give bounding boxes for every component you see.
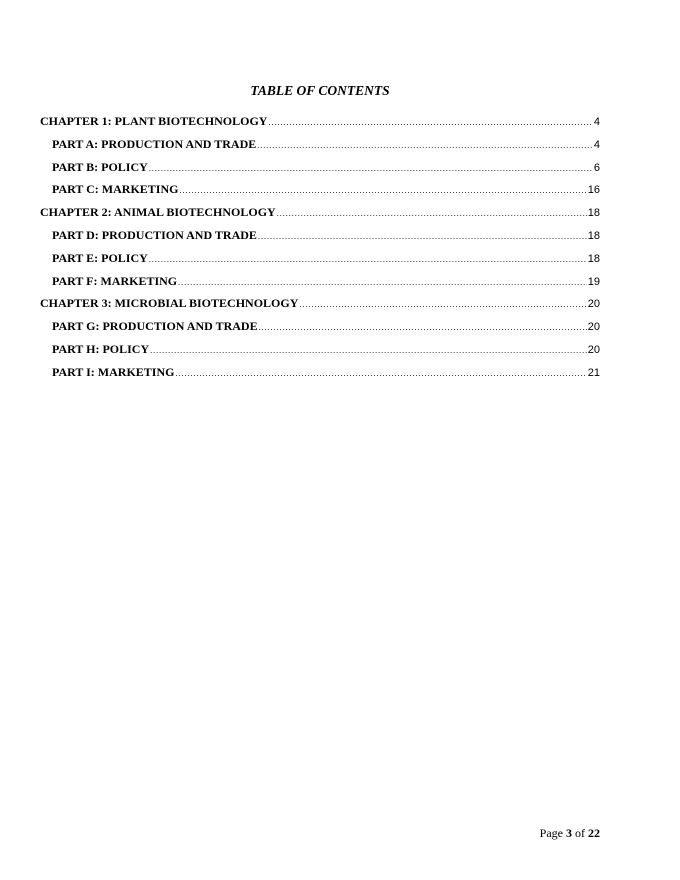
toc-entry-part-a[interactable] <box>40 136 600 159</box>
toc-dot-leader <box>179 183 586 199</box>
toc-dot-leader <box>277 206 587 222</box>
toc-dot-leader <box>259 320 587 336</box>
footer-total-pages: 22 <box>588 826 600 840</box>
toc-entry-part-h[interactable] <box>40 341 600 364</box>
toc-entry-page: 20 <box>587 298 600 311</box>
toc-entry-chapter-3[interactable] <box>40 295 600 318</box>
toc-dot-leader <box>258 229 587 245</box>
toc-entry-page: 20 <box>587 321 600 334</box>
footer-current-page: 3 <box>566 826 572 840</box>
toc-dot-leader <box>149 252 587 268</box>
toc-entry-chapter-2[interactable] <box>40 204 600 227</box>
toc-entry-part-c[interactable] <box>40 181 600 204</box>
toc-entry-label: PART F: MARKETING <box>52 273 178 288</box>
toc-entry-page: 18 <box>587 229 600 242</box>
footer-page-word: Page <box>539 826 563 840</box>
toc-entry-part-f[interactable] <box>40 273 600 296</box>
toc-entry-page: 18 <box>587 252 600 265</box>
toc-entry-page: 19 <box>587 275 600 288</box>
toc-entry-label: PART C: MARKETING <box>52 182 179 197</box>
toc-entry-chapter-1[interactable] <box>40 113 600 136</box>
toc-entry-page: 4 <box>593 138 600 151</box>
toc-entry-part-b[interactable] <box>40 159 600 182</box>
toc-entry-page: 20 <box>587 343 600 356</box>
toc-entry-part-g[interactable] <box>40 318 600 341</box>
toc-entry-page: 21 <box>587 366 600 379</box>
toc-title: TABLE OF CONTENTS <box>250 83 390 98</box>
toc-entry-page: 16 <box>587 184 600 197</box>
toc-entry-page: 6 <box>593 161 600 174</box>
toc-entry-label: PART H: POLICY <box>52 341 150 356</box>
toc-dot-leader <box>175 366 586 382</box>
toc-entry-label: PART D: PRODUCTION AND TRADE <box>52 227 257 242</box>
toc-entry-part-e[interactable] <box>40 250 600 273</box>
toc-dot-leader <box>257 138 593 154</box>
footer-of-word: of <box>575 826 585 840</box>
table-of-contents <box>40 113 600 387</box>
toc-entry-page: 4 <box>593 116 600 128</box>
toc-dot-leader <box>150 343 587 359</box>
toc-entry-label: CHAPTER 2: ANIMAL BIOTECHNOLOGY <box>40 205 276 220</box>
toc-entry-label: CHAPTER 1: PLANT BIOTECHNOLOGY <box>40 114 268 128</box>
toc-entry-label: CHAPTER 3: MICROBIAL BIOTECHNOLOGY <box>40 296 299 311</box>
toc-entry-part-d[interactable] <box>40 227 600 250</box>
toc-dot-leader <box>149 161 593 177</box>
toc-entry-label: PART E: POLICY <box>52 250 148 265</box>
toc-entry-label: PART I: MARKETING <box>52 364 175 379</box>
toc-dot-leader <box>178 275 587 291</box>
toc-entry-part-i[interactable] <box>40 364 600 387</box>
toc-entry-label: PART G: PRODUCTION AND TRADE <box>52 319 258 334</box>
page-footer <box>540 826 600 841</box>
toc-dot-leader <box>268 115 592 131</box>
toc-entry-label: PART B: POLICY <box>52 159 148 174</box>
toc-entry-label: PART A: PRODUCTION AND TRADE <box>52 136 257 151</box>
toc-entry-page: 18 <box>587 207 600 220</box>
toc-dot-leader <box>299 297 586 313</box>
